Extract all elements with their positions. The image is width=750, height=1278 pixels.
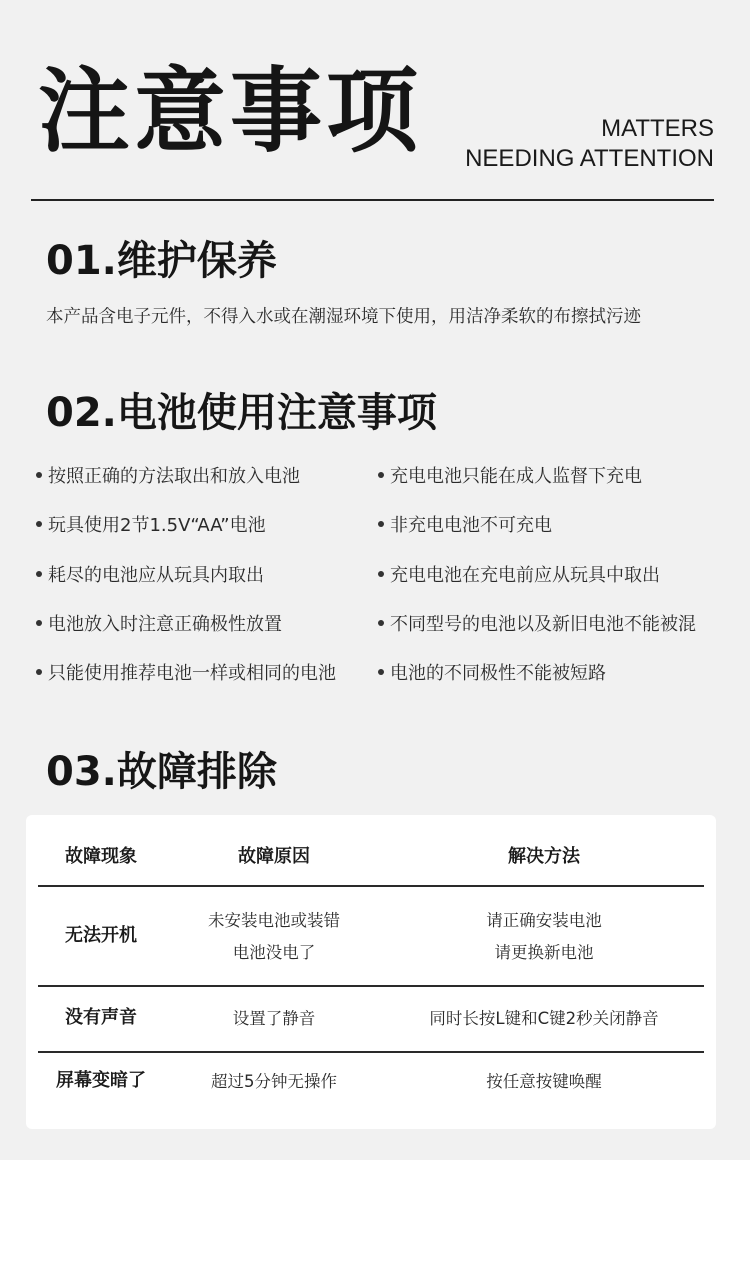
table-divider <box>38 985 704 987</box>
bullet-icon <box>378 472 384 478</box>
table-divider <box>38 885 704 887</box>
list-item: 不同型号的电池以及新旧电池不能被混 <box>378 610 696 659</box>
symptom-cell: 无法开机 <box>65 925 137 946</box>
list-item: 玩具使用2节1.5V“AA”电池 <box>36 511 336 560</box>
bullet-icon <box>378 571 384 577</box>
cause-cell: 超过5分钟无操作 <box>211 1072 337 1091</box>
section-heading-battery: 02.电池使用注意事项 <box>46 390 437 436</box>
list-item: 只能使用推荐电池一样或相同的电池 <box>36 659 336 708</box>
bullet-icon <box>36 521 42 527</box>
list-item: 耗尽的电池应从玩具内取出 <box>36 561 336 610</box>
bullet-icon <box>36 669 42 675</box>
subtitle-line: NEEDING ATTENTION <box>465 145 714 172</box>
column-header: 解决方法 <box>508 846 580 867</box>
page-subtitle <box>465 114 714 174</box>
title-divider <box>31 199 714 201</box>
bullet-icon <box>378 620 384 626</box>
list-item: 非充电电池不可充电 <box>378 511 696 560</box>
battery-list-right <box>378 462 696 708</box>
subtitle-line: MATTERS <box>601 115 714 142</box>
cause-cell: 未安装电池或装错 电池没电了 <box>208 911 340 962</box>
list-item: 充电电池在充电前应从玩具中取出 <box>378 561 696 610</box>
cause-cell: 设置了静音 <box>232 1009 316 1028</box>
page-title: 注意事项 <box>38 58 423 165</box>
solution-cell: 按任意按键唤醒 <box>486 1072 602 1091</box>
column-header: 故障现象 <box>65 846 137 867</box>
bullet-icon <box>378 521 384 527</box>
symptom-cell: 没有声音 <box>65 1007 137 1028</box>
bullet-icon <box>378 669 384 675</box>
table-row <box>38 905 704 969</box>
symptom-cell: 屏幕变暗了 <box>56 1070 146 1091</box>
list-item: 电池放入时注意正确极性放置 <box>36 610 336 659</box>
troubleshooting-table <box>26 815 716 1129</box>
bullet-icon <box>36 571 42 577</box>
table-row <box>38 1003 704 1035</box>
table-row <box>38 1066 704 1098</box>
table-header-row <box>38 842 704 874</box>
list-item: 按照正确的方法取出和放入电池 <box>36 462 336 511</box>
column-header: 故障原因 <box>238 846 310 867</box>
table-divider <box>38 1051 704 1053</box>
list-item: 电池的不同极性不能被短路 <box>378 659 696 708</box>
maintenance-text: 本产品含电子元件，不得入水或在潮湿环境下使用，用洁净柔软的布擦拭污迹 <box>46 307 641 327</box>
section-heading-maintenance: 01.维护保养 <box>46 238 277 284</box>
bullet-icon <box>36 620 42 626</box>
solution-cell: 请正确安装电池 请更换新电池 <box>486 911 602 962</box>
bullet-icon <box>36 472 42 478</box>
list-item: 充电电池只能在成人监督下充电 <box>378 462 696 511</box>
section-heading-troubleshooting: 03.故障排除 <box>46 749 277 795</box>
solution-cell: 同时长按L键和C键2秒关闭静音 <box>429 1009 659 1028</box>
battery-list-left <box>36 462 336 708</box>
